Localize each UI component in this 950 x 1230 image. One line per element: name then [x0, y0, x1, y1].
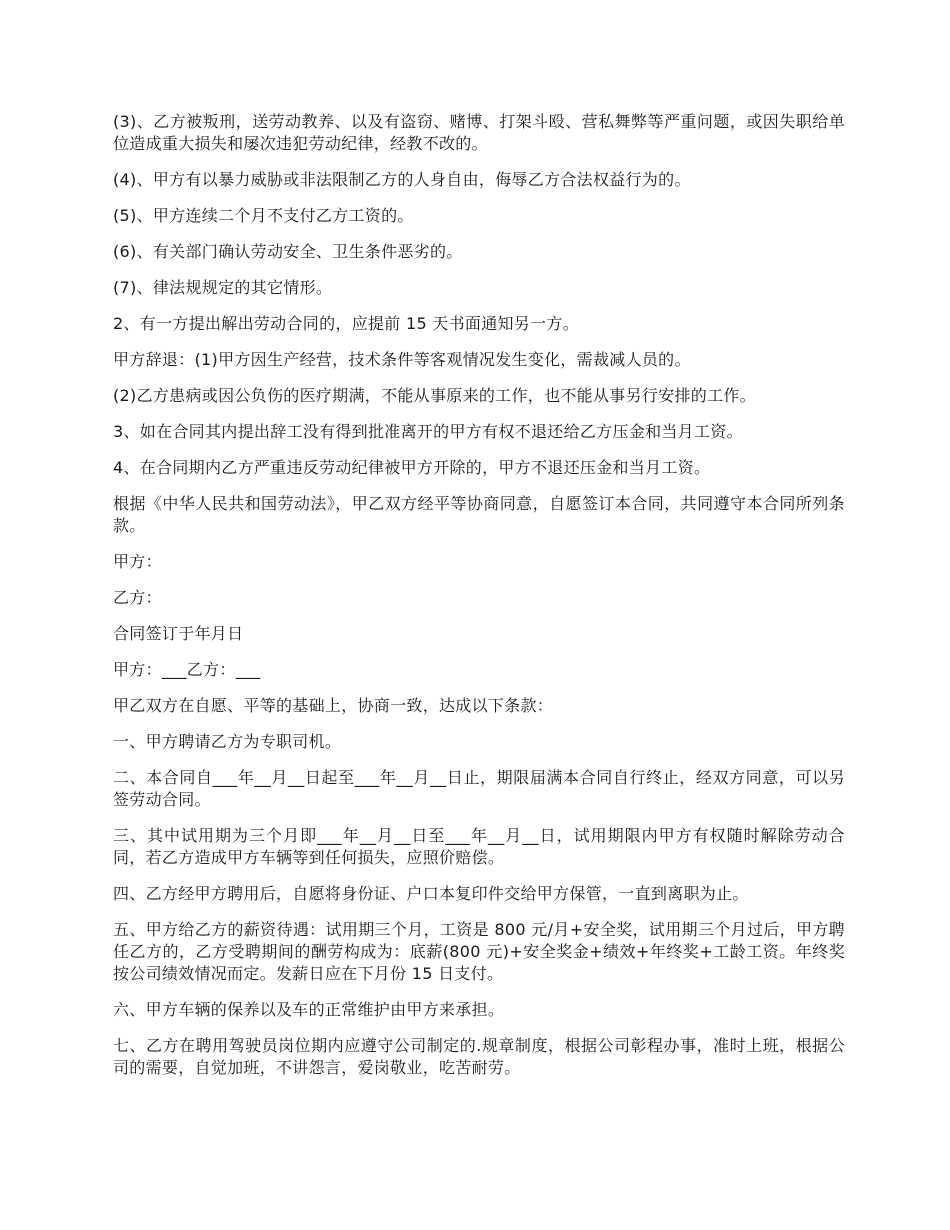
paragraph-article-7: 七、乙方在聘用驾驶员岗位期内应遵守公司制定的.规章制度，根据公司彰程办事，准时上班，根据公司的需要，自觉加班，不讲怨言，爱岗敬业，吃苦耐劳。	[113, 1036, 845, 1077]
paragraph-clause-6: (6)、有关部门确认劳动安全、卫生条件恶劣的。	[113, 242, 463, 261]
paragraph-notice-period: 2、有一方提出解出劳动合同的，应提前 15 天书面通知另一方。	[113, 314, 580, 333]
paragraph-resignation: 3、如在合同其内提出辞工没有得到批准离开的甲方有权不退还给乙方压金和当月工资。	[113, 422, 743, 441]
paragraph-article-3: 三、其中试用期为三个月即___年__月__日至___年__月__日，试用期限内甲方有权随时解除劳动合同，若乙方造成甲方车辆等到任何损失，应照价赔偿。	[113, 826, 845, 867]
paragraph-dismissal-2: (2)乙方患病或因公负伤的医疗期满，不能从事原来的工作，也不能从事另行安排的工作。	[113, 386, 756, 405]
paragraph-article-5: 五、甲方给乙方的薪资待遇：试用期三个月，工资是 800 元/月+安全奖，试用期三个月过后，甲方聘任乙方的，乙方受聘期间的酬劳构成为：底薪(800 元)+安全奖金+绩效+年终奖+工龄工资。年终奖按公司绩效情况而定。发薪日应在下月份 15 日支付。	[113, 920, 845, 983]
document-body	[113, 111, 845, 1093]
paragraph-clause-4: (4)、甲方有以暴力威胁或非法限制乙方的人身自由，侮辱乙方合法权益行为的。	[113, 170, 691, 189]
paragraph-article-4: 四、乙方经甲方聘用后，自愿将身份证、户口本复印件交给甲方保管，一直到离职为止。	[113, 884, 749, 903]
paragraph-preamble: 甲乙双方在自愿、平等的基础上，协商一致，达成以下条款：	[113, 696, 554, 715]
paragraph-clause-5: (5)、甲方连续二个月不支付乙方工资的。	[113, 206, 414, 225]
paragraph-article-2: 二、本合同自___年__月__日起至___年__月__日止，期限届满本合同自行终止，经双方同意，可以另签劳动合同。	[113, 768, 845, 809]
paragraph-clause-3: (3)、乙方被叛刑，送劳动教养、以及有盗窃、赌博、打架斗殴、营私舞弊等严重问题，或因失职给单位造成重大损失和屡次违犯劳动纪律，经教不改的。	[113, 112, 845, 153]
paragraph-dismissal-1: 甲方辞退：(1)甲方因生产经营，技术条件等客观情况发生变化，需裁减人员的。	[113, 350, 691, 369]
signing-date: 合同签订于年月日	[113, 624, 244, 643]
paragraph-legal-basis: 根据《中华人民共和国劳动法》，甲乙双方经平等协商同意，自愿签订本合同，共同遵守本合同所列条款。	[113, 494, 845, 535]
paragraph-article-1: 一、甲方聘请乙方为专职司机。	[113, 732, 342, 751]
paragraph-expulsion: 4、在合同期内乙方严重违反劳动纪律被甲方开除的，甲方不退还压金和当月工资。	[113, 458, 711, 477]
party-a-label: 甲方：	[113, 552, 162, 571]
parties-line: 甲方：___乙方：___	[113, 660, 261, 679]
paragraph-article-6: 六、甲方车辆的保养以及车的正常维护由甲方来承担。	[113, 1000, 505, 1019]
party-b-label: 乙方：	[113, 588, 162, 607]
paragraph-clause-7: (7)、律法规规定的其它情形。	[113, 278, 333, 297]
